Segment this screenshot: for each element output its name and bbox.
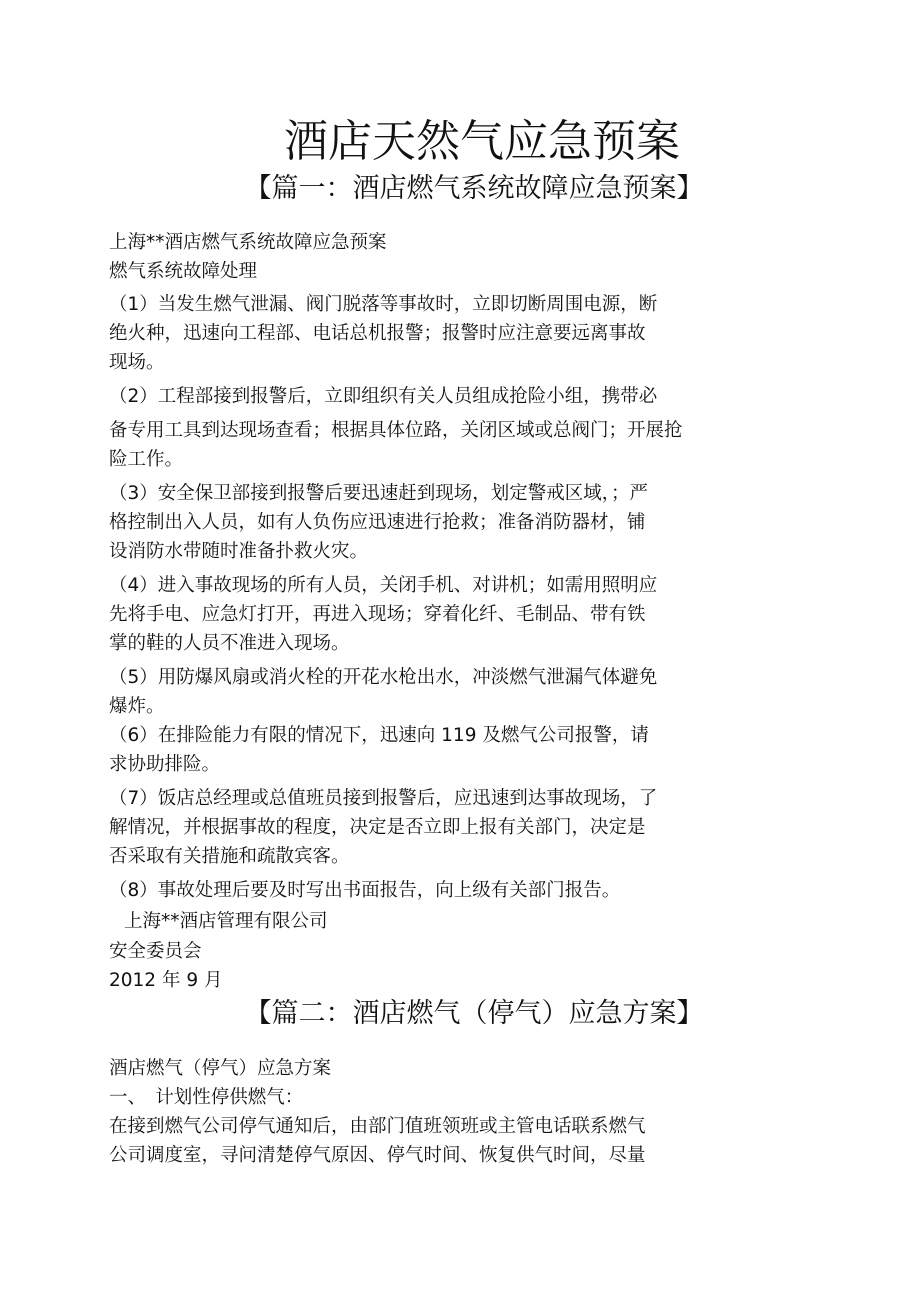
part1-line: 安全委员会	[109, 941, 202, 962]
part1-line: 先将手电、应急灯打开，再进入现场；穿着化纤、毛制品、带有铁	[109, 604, 646, 625]
part1-line: 否采取有关措施和疏散宾客。	[109, 846, 350, 867]
part1-line: 备专用工具到达现场查看；根据具体位路，关闭区域或总阀门；开展抢	[109, 420, 683, 441]
part2-line: 酒店燃气（停气）应急方案	[109, 1058, 332, 1079]
part2-heading: 【篇二：酒店燃气（停气）应急方案】	[244, 998, 704, 1029]
part1-line: 求协助排险。	[109, 754, 221, 775]
part1-line: 上海**酒店燃气系统故障应急预案	[109, 232, 387, 253]
part1-line: 现场。	[109, 352, 165, 373]
part1-line: 爆炸。	[109, 696, 165, 717]
part1-line: （2）工程部接到报警后，立即组织有关人员组成抢险小组，携带必	[109, 386, 658, 407]
part1-line: 设消防水带随时准备扑救火灾。	[109, 541, 369, 562]
part1-line: （1）当发生燃气泄漏、阀门脱落等事故时，立即切断周围电源，断	[109, 294, 658, 315]
part1-line: 绝火种，迅速向工程部、电话总机报警；报警时应注意要远离事故	[109, 323, 646, 344]
part1-line: （8）事故处理后要及时写出书面报告，向上级有关部门报告。	[109, 880, 621, 901]
part1-line: （7）饭店总经理或总值班员接到报警后，应迅速到达事故现场，了	[109, 788, 658, 809]
part2-line: 一、 计划性停供燃气：	[109, 1087, 304, 1108]
part1-line: 2012 年 9 月	[109, 970, 223, 991]
part1-line: （4）进入事故现场的所有人员，关闭手机、对讲机；如需用照明应	[109, 575, 658, 596]
part1-line: 上海**酒店管理有限公司	[124, 911, 328, 932]
part1-line: 燃气系统故障处理	[109, 261, 258, 282]
part2-line: 公司调度室，寻问清楚停气原因、停气时间、恢复供气时间，尽量	[109, 1145, 646, 1166]
part1-line: （5）用防爆风扇或消火栓的开花水枪出水，冲淡燃气泄漏气体避免	[109, 667, 658, 688]
part1-line: 格控制出入人员，如有人负伤应迅速进行抢救；准备消防器材，铺	[109, 512, 646, 533]
part1-line: （6）在排险能力有限的情况下，迅速向 119 及燃气公司报警，请	[109, 725, 649, 746]
part2-line: 在接到燃气公司停气通知后，由部门值班领班或主管电话联系燃气	[109, 1116, 646, 1137]
part1-line: （3）安全保卫部接到报警后要迅速赶到现场，划定警戒区域，；严	[109, 483, 649, 504]
document-title: 酒店天然气应急预案	[284, 116, 680, 167]
part1-line: 解情况，并根据事故的程度，决定是否立即上报有关部门，决定是	[109, 817, 646, 838]
part1-line: 险工作。	[109, 449, 184, 470]
part1-heading: 【篇一：酒店燃气系统故障应急预案】	[244, 173, 704, 204]
part1-line: 掌的鞋的人员不准进入现场。	[109, 633, 350, 654]
